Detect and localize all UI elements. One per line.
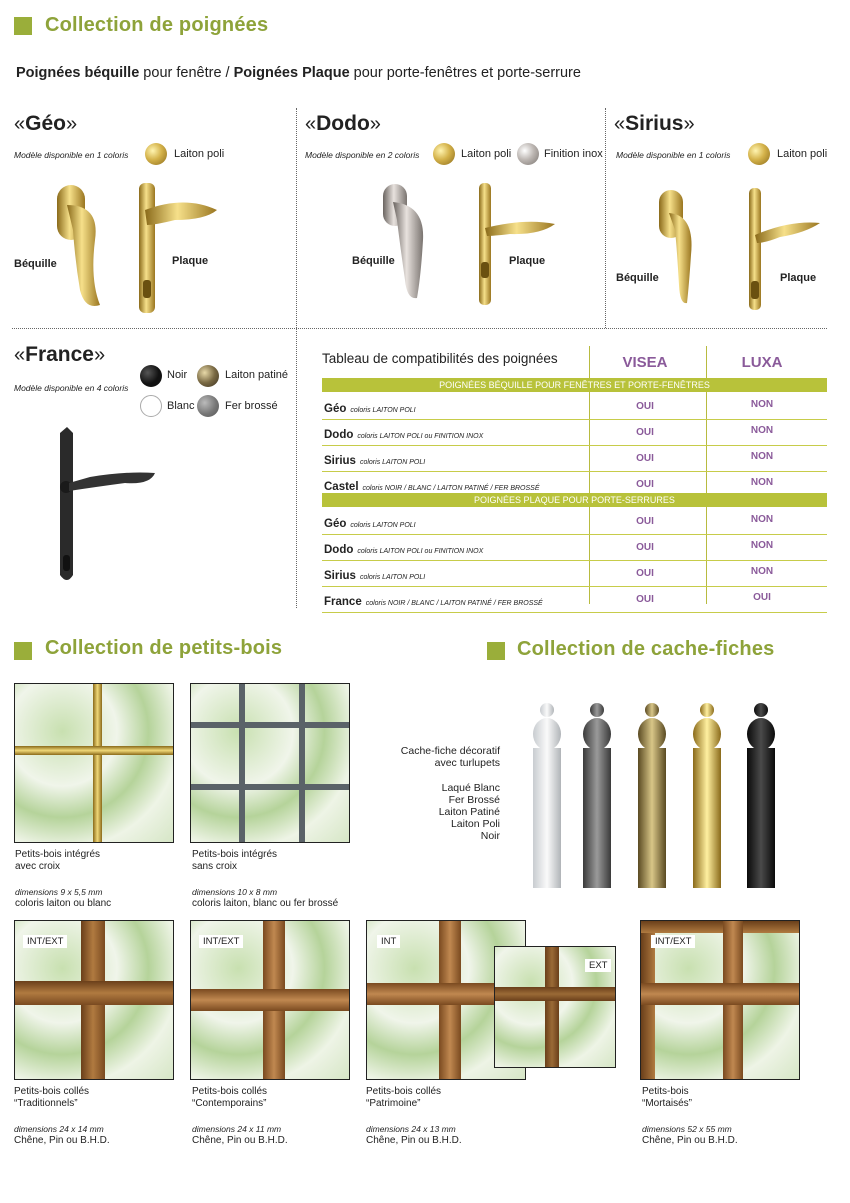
table-group-plaque: [322, 509, 827, 613]
compat-table-title: Tableau de compatibilités des poignées: [322, 351, 558, 366]
handles-section-title: Collection de poignées: [45, 14, 269, 36]
caption-colles-1: Petits-bois collés “Traditionnels”: [14, 1086, 90, 1109]
luxa-value: NON: [750, 399, 774, 410]
geo-label-bequille: Béquille: [14, 258, 57, 270]
coloris-colles-2: Chêne, Pin ou B.H.D.: [192, 1135, 288, 1146]
france-availability: Modèle disponible en 4 coloris: [14, 383, 129, 393]
swatch-fer-brosse-icon: [197, 395, 219, 417]
model-geo-name: Géo: [25, 112, 66, 135]
luxa-value: NON: [750, 566, 774, 577]
geo-color-label: Laiton poli: [174, 148, 225, 160]
sirius-label-bequille: Béquille: [616, 272, 659, 284]
coloris-integres-1: coloris laiton ou blanc: [15, 898, 112, 909]
table-row: Sirius coloris LAITON POLI OUI NON: [322, 561, 827, 587]
tag-int-ext: INT/EXT: [23, 935, 67, 948]
swatch-laiton-poli-icon: [433, 143, 455, 165]
coloris-colles-1: Chêne, Pin ou B.H.D.: [14, 1135, 110, 1146]
dim-colles-4: dimensions 52 x 55 mm: [642, 1124, 732, 1134]
table-row: Castel coloris NOIR / BLANC / LAITON PATINÉ / FER BROSSÉ OUI NON: [322, 472, 827, 497]
visea-value: OUI: [636, 401, 654, 412]
subtitle-bold-2: Poignées Plaque: [233, 65, 350, 81]
visea-value: OUI: [636, 427, 654, 438]
table-row: Dodo coloris LAITON POLI ou FINITION INOX OUI NON: [322, 535, 827, 561]
sirius-handles-image: [655, 185, 825, 315]
swatch-blanc-icon: [140, 395, 162, 417]
dodo-label-plaque: Plaque: [509, 255, 546, 267]
tag-ext: EXT: [585, 959, 611, 972]
separator-vertical-1: [296, 108, 297, 608]
dim-colles-2: dimensions 24 x 11 mm: [192, 1124, 282, 1134]
table-group-bequille: [322, 394, 827, 497]
caption-colles-2: Petits-bois collés “Contemporains”: [192, 1086, 268, 1109]
visea-value: OUI: [636, 568, 654, 579]
tag-int-ext: INT/EXT: [651, 935, 695, 948]
dodo-color-label-1: Laiton poli: [461, 148, 512, 160]
model-dodo-title: «Dodo»: [305, 112, 381, 135]
section-marker: [14, 642, 32, 660]
swatch-noir-icon: [140, 365, 162, 387]
france-color-noir: Noir: [167, 369, 188, 381]
visea-value: OUI: [636, 516, 654, 527]
caption-colles-3: Petits-bois collés “Patrimoine”: [366, 1086, 442, 1109]
geo-label-plaque: Plaque: [172, 255, 209, 267]
visea-value: OUI: [636, 542, 654, 553]
subtitle-bold-1: Poignées béquille: [16, 65, 140, 81]
col-header-visea: VISEA: [622, 354, 668, 371]
tag-int: INT: [377, 935, 400, 948]
geo-handles-image: [45, 180, 235, 320]
dodo-color-label-2: Finition inox: [544, 148, 603, 160]
table-row: Géo coloris LAITON POLI OUI NON: [322, 394, 827, 420]
separator-horizontal: [12, 328, 827, 329]
cache-fiches-image: [525, 700, 805, 890]
model-france-title: «France»: [14, 343, 106, 366]
petits-bois-section-title: Collection de petits-bois: [45, 637, 283, 659]
model-dodo-name: Dodo: [316, 112, 370, 135]
coloris-integres-2: coloris laiton, blanc ou fer brossé: [192, 898, 339, 909]
cache-fiches-description: Cache-fiche décoratif avec turlupets: [400, 745, 500, 769]
dodo-handles-image: [375, 180, 565, 310]
visea-value: OUI: [636, 479, 654, 490]
swatch-laiton-poli-icon: [748, 143, 770, 165]
band-plaque: POIGNÉES PLAQUE POUR PORTE-SERRURES: [322, 493, 827, 507]
tag-int-ext: INT/EXT: [199, 935, 243, 948]
luxa-value: NON: [750, 451, 774, 462]
subtitle-text-2: pour porte-fenêtres et porte-serrure: [349, 65, 581, 81]
model-sirius-name: Sirius: [625, 112, 684, 135]
table-row: Géo coloris LAITON POLI OUI NON: [322, 509, 827, 535]
caption-integres-2: Petits-bois intégrés sans croix: [192, 849, 278, 872]
luxa-value: NON: [750, 425, 774, 436]
france-color-blanc: Blanc: [167, 400, 195, 412]
section-marker: [487, 642, 505, 660]
coloris-colles-3: Chêne, Pin ou B.H.D.: [366, 1135, 462, 1146]
visea-value: OUI: [636, 453, 654, 464]
model-geo-title: «Géo»: [14, 112, 78, 135]
visea-value: OUI: [636, 594, 654, 605]
separator-vertical-2: [605, 108, 606, 328]
sirius-label-plaque: Plaque: [780, 272, 817, 284]
subtitle-text-1: pour fenêtre /: [139, 65, 234, 81]
france-color-brosse: Fer brossé: [225, 400, 278, 412]
geo-availability: Modèle disponible en 1 coloris: [14, 150, 129, 160]
swatch-laiton-patine-icon: [197, 365, 219, 387]
dim-colles-3: dimensions 24 x 13 mm: [366, 1124, 456, 1134]
dim-integres-2: dimensions 10 x 8 mm: [192, 887, 278, 897]
photo-colles-contemporains: [190, 920, 350, 1080]
photo-colles-patrimoine-ext: [494, 946, 616, 1068]
swatch-finition-inox-icon: [517, 143, 539, 165]
col-header-luxa: LUXA: [741, 354, 783, 371]
luxa-value: NON: [750, 477, 774, 488]
cache-fiches-finishes: Laqué Blanc Fer Brossé Laiton Patiné Laiton Poli Noir: [438, 782, 500, 842]
model-sirius-title: «Sirius»: [614, 112, 695, 135]
handles-subtitle: [16, 65, 581, 81]
dodo-availability: Modèle disponible en 2 coloris: [305, 150, 420, 160]
table-row: France coloris NOIR / BLANC / LAITON PATINÉ / FER BROSSÉ OUI OUI: [322, 587, 827, 613]
model-france-name: France: [25, 343, 94, 366]
dim-colles-1: dimensions 24 x 14 mm: [14, 1124, 104, 1134]
band-bequille: POIGNÉES BÉQUILLE POUR FENÊTRES ET PORTE-FENÊTRES: [322, 378, 827, 392]
coloris-colles-4: Chêne, Pin ou B.H.D.: [642, 1135, 738, 1146]
section-marker: [14, 17, 32, 35]
table-row: Sirius coloris LAITON POLI OUI NON: [322, 446, 827, 472]
caption-integres-1: Petits-bois intégrés avec croix: [15, 849, 101, 872]
dodo-label-bequille: Béquille: [352, 255, 395, 267]
photo-integres-avec-croix: [14, 683, 174, 843]
luxa-value: OUI: [753, 592, 771, 603]
france-color-patine: Laiton patiné: [225, 369, 288, 381]
photo-integres-sans-croix: [190, 683, 350, 843]
sirius-color-label: Laiton poli: [777, 148, 828, 160]
photo-colles-traditionnels: [14, 920, 174, 1080]
caption-colles-4: Petits-bois “Mortaisés”: [642, 1086, 693, 1109]
cache-fiches-section-title: Collection de cache-fiches: [517, 638, 775, 660]
france-handle-image: [55, 425, 165, 590]
table-row: Dodo coloris LAITON POLI ou FINITION INOX OUI NON: [322, 420, 827, 446]
luxa-value: NON: [750, 514, 774, 525]
photo-mortaises: [640, 920, 800, 1080]
dim-integres-1: dimensions 9 x 5,5 mm: [15, 887, 103, 897]
sirius-availability: Modèle disponible en 1 coloris: [616, 150, 731, 160]
luxa-value: NON: [750, 540, 774, 551]
swatch-laiton-poli-icon: [145, 143, 167, 165]
